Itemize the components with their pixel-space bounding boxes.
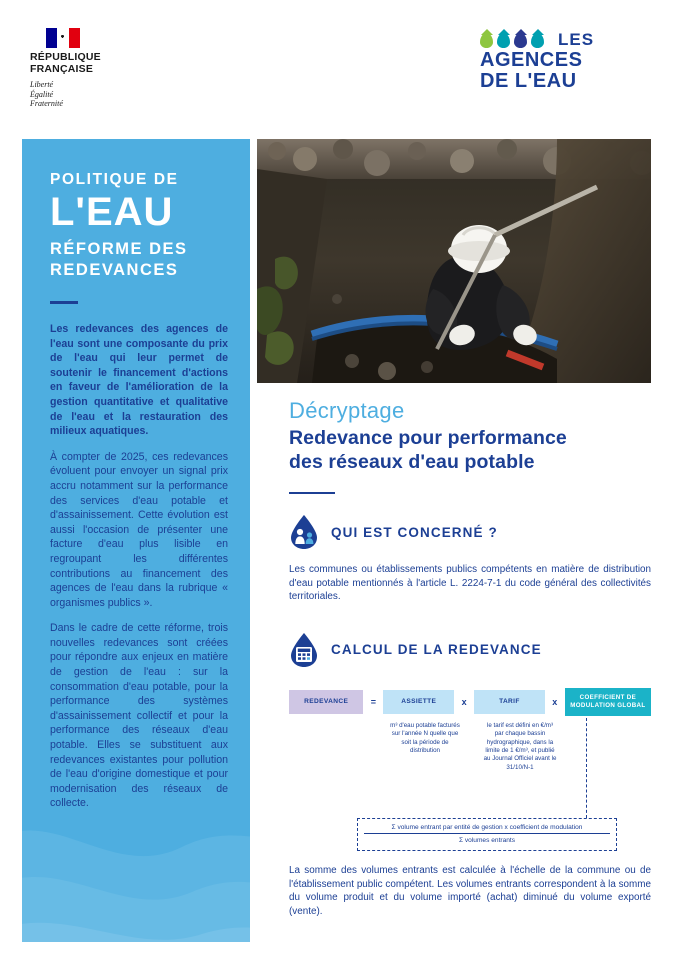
motto-line-3: Fraternité — [30, 99, 63, 108]
fraction-denominator: Σ volumes entrants — [458, 836, 516, 844]
republique-label — [30, 52, 180, 75]
water-drop-icon-teal — [497, 33, 510, 48]
panel-kicker: POLITIQUE DE — [50, 171, 179, 188]
section-header-calcul — [289, 632, 651, 668]
section-header-qui-est-concerne — [289, 514, 651, 550]
logo-text-de-leau: DE L'EAU — [480, 70, 577, 92]
section-1-heading: QUI EST CONCERNÉ ? — [331, 524, 498, 540]
motto — [30, 80, 180, 109]
panel-subtitle — [50, 239, 228, 281]
eyebrow-decryptage: Décryptage — [289, 398, 405, 423]
water-drop-icon-navy — [514, 33, 527, 48]
panel-subtitle-line-1: RÉFORME DES — [50, 240, 188, 258]
logo-text-les: LES — [558, 30, 595, 49]
french-flag-icon — [46, 28, 80, 48]
water-drop-icon-cyan — [531, 33, 544, 48]
note-tarif: le tarif est défini en €/m³ par chaque bassin hydrographique, dans la limite de 1 €/m³, et publié au Journal Officiel avant le 31/10/N-1 — [483, 721, 557, 771]
coefficient-line-2: MODULATION GLOBAL — [570, 701, 646, 709]
formula-operator-times-1: x — [461, 696, 467, 707]
panel-subtitle-line-2: REDEVANCES — [50, 261, 179, 279]
flag-red-band — [69, 28, 80, 48]
note-assiette: m³ d'eau potable facturés sur l'année N quelle que soit la période de distribution — [390, 721, 460, 754]
fraction-numerator: Σ volume entrant par entité de gestion x coefficient de modulation — [364, 824, 610, 834]
hero-photo-worker-in-trench — [257, 139, 651, 383]
motto-line-1: Liberté — [30, 80, 54, 89]
formula-box-assiette: ASSIETTE — [383, 690, 454, 714]
panel-paragraph-1: À compter de 2025, ces redevances évoluent pour envoyer un signal prix accru notamment sur la performance des services d'eau potable et d'assainissement. Cette évolution est aussi l'occasion de présenter une facture d'eau plus lisible en regroupant les différentes contributions au financement des agences de l'eau dans la rubrique « organismes publics ». — [50, 450, 228, 609]
page-header — [0, 0, 673, 125]
formula-box-tarif: TARIF — [474, 690, 545, 714]
connector-line — [586, 718, 587, 818]
article-title-line-2: des réseaux d'eau potable — [289, 451, 535, 473]
section-2-heading: CALCUL DE LA REDEVANCE — [331, 642, 542, 658]
agences-de-leau-logo — [480, 30, 645, 92]
flag-white-band — [57, 28, 68, 48]
flag-blue-band — [46, 28, 57, 48]
title-divider — [289, 492, 335, 494]
water-drop-calculator-icon — [289, 632, 319, 668]
water-drop-icon-green — [480, 33, 493, 48]
formula-operator-equals: = — [370, 696, 377, 707]
right-content-column — [289, 398, 651, 919]
formula-row — [289, 688, 651, 716]
republique-line-1: RÉPUBLIQUE — [30, 51, 101, 63]
panel-paragraph-2: Dans le cadre de cette réforme, trois nouvelles redevances sont créées pour répondre aux enjeux en matière de gestion de l'eau : sur la consommation d'eau potable, pour la performance des systèmes d'assainissement collectif et pour la performance des réseaux d'eau potable. Elles se substituent aux redevances existantes pour pollution de l'eau d'origine domestique et pour modernisation des réseaux de collecte. — [50, 622, 228, 810]
water-drop-people-icon — [289, 514, 319, 550]
left-intro-panel — [22, 139, 250, 942]
formula-diagram — [289, 688, 651, 844]
logo-text-agences: AGENCES — [480, 49, 583, 71]
divider — [50, 301, 78, 304]
section-2-body: La somme des volumes entrants est calculée à l'échelle de la commune ou de l'établissement public compétent. Les volumes entrants correspondent à la somme du volume produit et du volume importé (achat) diminué du volume exporté (vente). — [289, 865, 651, 917]
article-title-line-1: Redevance pour performance — [289, 427, 567, 449]
motto-line-2: Égalité — [30, 89, 54, 99]
formula-box-redevance: REDEVANCE — [289, 690, 363, 714]
article-title — [289, 426, 651, 474]
formula-operator-times-2: x — [552, 696, 558, 707]
coefficient-line-1: COEFFICIENT DE — [579, 693, 637, 701]
formula-box-coefficient — [565, 688, 651, 716]
coefficient-formula-box — [357, 818, 617, 851]
panel-title: L'EAU — [50, 190, 174, 234]
section-1-body: Les communes ou établissements publics compétents en matière de distribution d'eau potable mentionnés à l'article L. 2224-7-1 du code général des collectivités territoriales. — [289, 564, 651, 603]
panel-lead-paragraph: Les redevances des agences de l'eau sont une composante du prix de l'eau qui leur permet de soutenir le financement d'actions en faveur de l'amélioration de la gestion quantitative et qualitative de l'eau et la restauration des milieux aquatiques. — [50, 323, 228, 438]
formula-notes — [289, 722, 651, 772]
republique-line-2: FRANÇAISE — [30, 62, 94, 75]
republique-francaise-logo — [30, 28, 180, 109]
